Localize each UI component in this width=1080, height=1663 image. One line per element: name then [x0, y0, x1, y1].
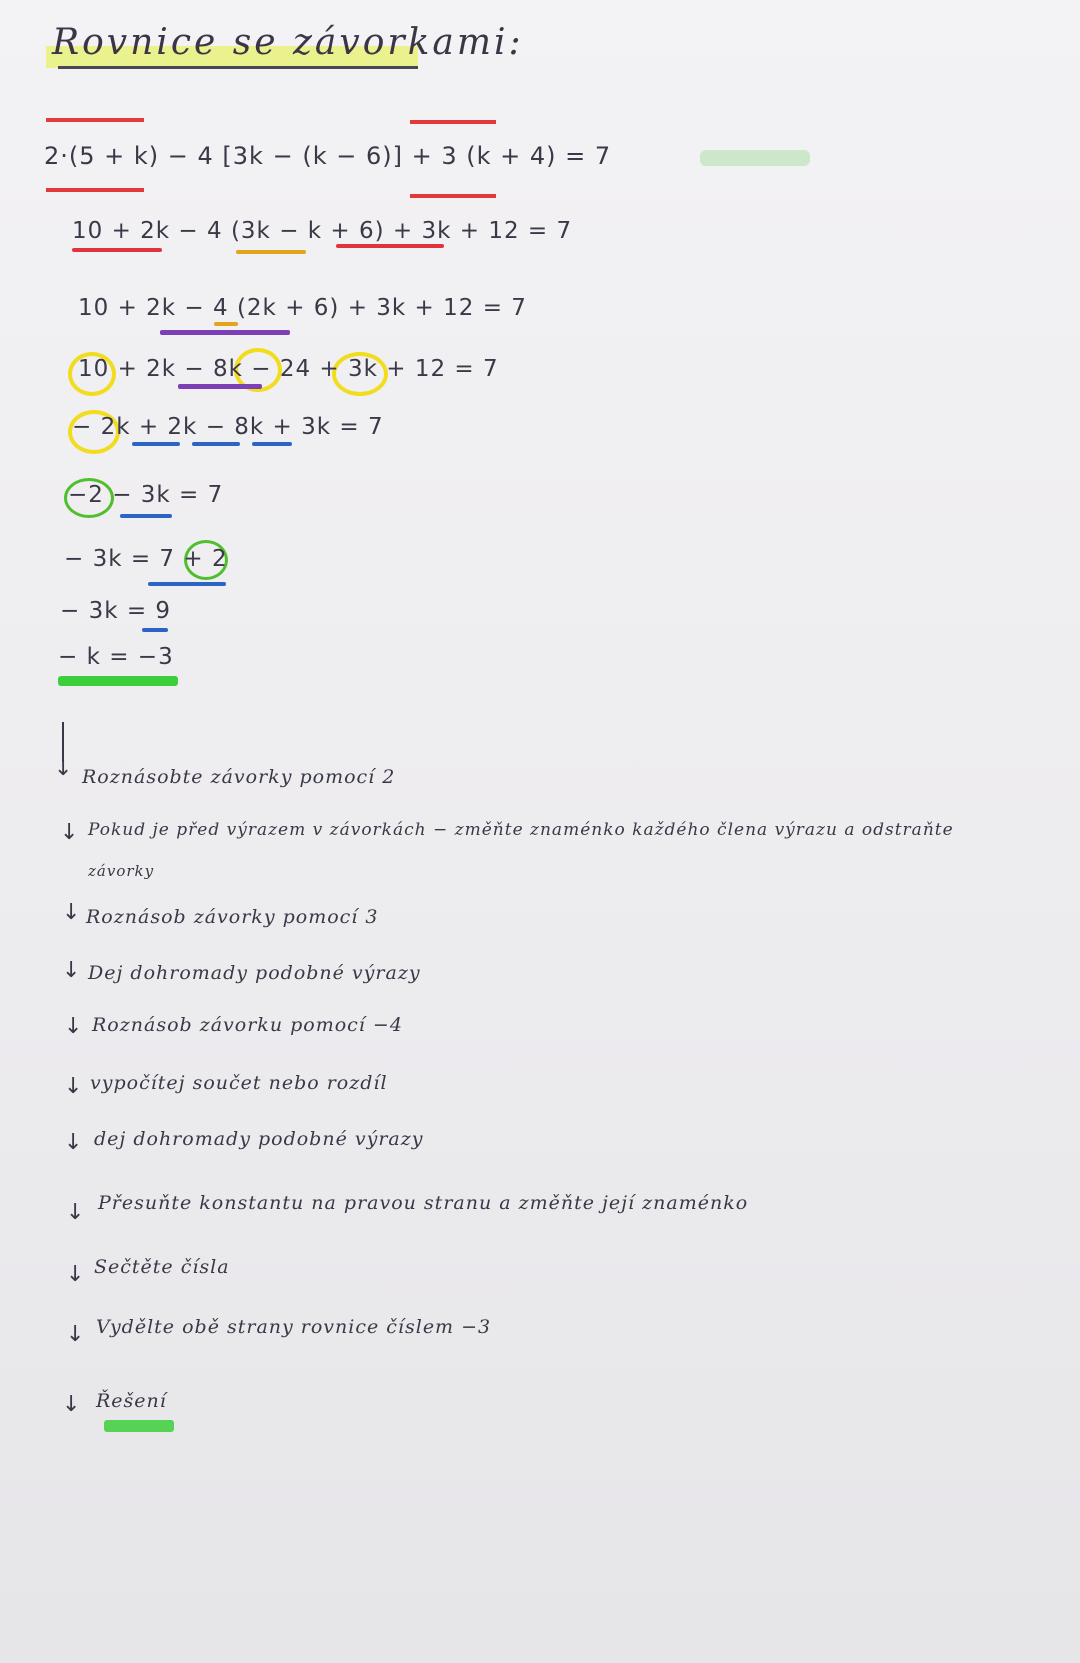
arrow-down-icon: ↓ [62, 900, 81, 925]
note-text: Vydělte obě strany rovnice číslem −3 [96, 1316, 492, 1338]
page-smudge [700, 150, 810, 166]
note-text: dej dohromady podobné výrazy [94, 1128, 424, 1150]
arrow-down-icon: ↓ [66, 1200, 85, 1225]
arrow-down-icon: ↓ [54, 756, 73, 781]
step-line: − k = −3 [58, 644, 174, 670]
arrow-down-icon: ↓ [62, 1392, 81, 1417]
step-line: 10 + 2k − 8k − 24 + 3k + 12 = 7 [78, 356, 499, 382]
blue-underline [252, 442, 292, 446]
step-line: −2 − 3k = 7 [68, 482, 224, 508]
note-text: Roznásob závorku pomocí −4 [92, 1014, 403, 1036]
blue-underline [192, 442, 240, 446]
purple-brace [160, 330, 290, 335]
blue-underline [142, 628, 168, 632]
note-text: vypočítej součet nebo rozdíl [90, 1072, 388, 1094]
arrow-down-icon: ↓ [60, 820, 79, 845]
arrow-down-icon: ↓ [64, 1130, 83, 1155]
arrow-down-icon: ↓ [62, 958, 81, 983]
arrow-down-icon: ↓ [66, 1262, 85, 1287]
orange-brace [236, 250, 306, 254]
green-double-underline [58, 676, 178, 686]
arrow-down-icon: ↓ [66, 1322, 85, 1347]
red-underline [336, 244, 444, 248]
arrow-down-icon: ↓ [64, 1014, 83, 1039]
note-text: Sečtěte čísla [94, 1256, 230, 1278]
step-line: 2·(5 + k) − 4 [3k − (k − 6)] + 3 (k + 4) = 7 [44, 142, 612, 170]
note-text: Pokud je před výrazem v závorkách − změňte znaménko každého člena výrazu a odstraňte [88, 820, 954, 840]
green-highlight [104, 1420, 174, 1432]
note-text: Dej dohromady podobné výrazy [88, 962, 421, 984]
purple-underline [178, 384, 262, 389]
note-text: Roznásob závorky pomocí 3 [86, 906, 379, 928]
blue-underline [120, 514, 172, 518]
step-line: − 2k + 2k − 8k + 3k = 7 [72, 414, 384, 440]
blue-underline [132, 442, 180, 446]
arrow-down-icon: ↓ [64, 1074, 83, 1099]
step-line: − 3k = 9 [60, 598, 172, 624]
page-title: Rovnice se závorkami: [52, 22, 524, 63]
red-underline [72, 248, 162, 252]
note-text: Řešení [96, 1390, 167, 1412]
step-line: 10 + 2k − 4 (3k − k + 6) + 3k + 12 = 7 [72, 218, 573, 244]
step-line: − 3k = 7 + 2 [64, 546, 228, 572]
step-line: 10 + 2k − 4 (2k + 6) + 3k + 12 = 7 [78, 295, 527, 321]
note-text: závorky [88, 862, 155, 880]
note-text: Přesuňte konstantu na pravou stranu a změňte její znaménko [98, 1192, 749, 1214]
orange-underline [214, 322, 238, 326]
title-underline [58, 66, 418, 69]
note-text: Roznásobte závorky pomocí 2 [82, 766, 396, 788]
blue-brace [148, 582, 226, 586]
